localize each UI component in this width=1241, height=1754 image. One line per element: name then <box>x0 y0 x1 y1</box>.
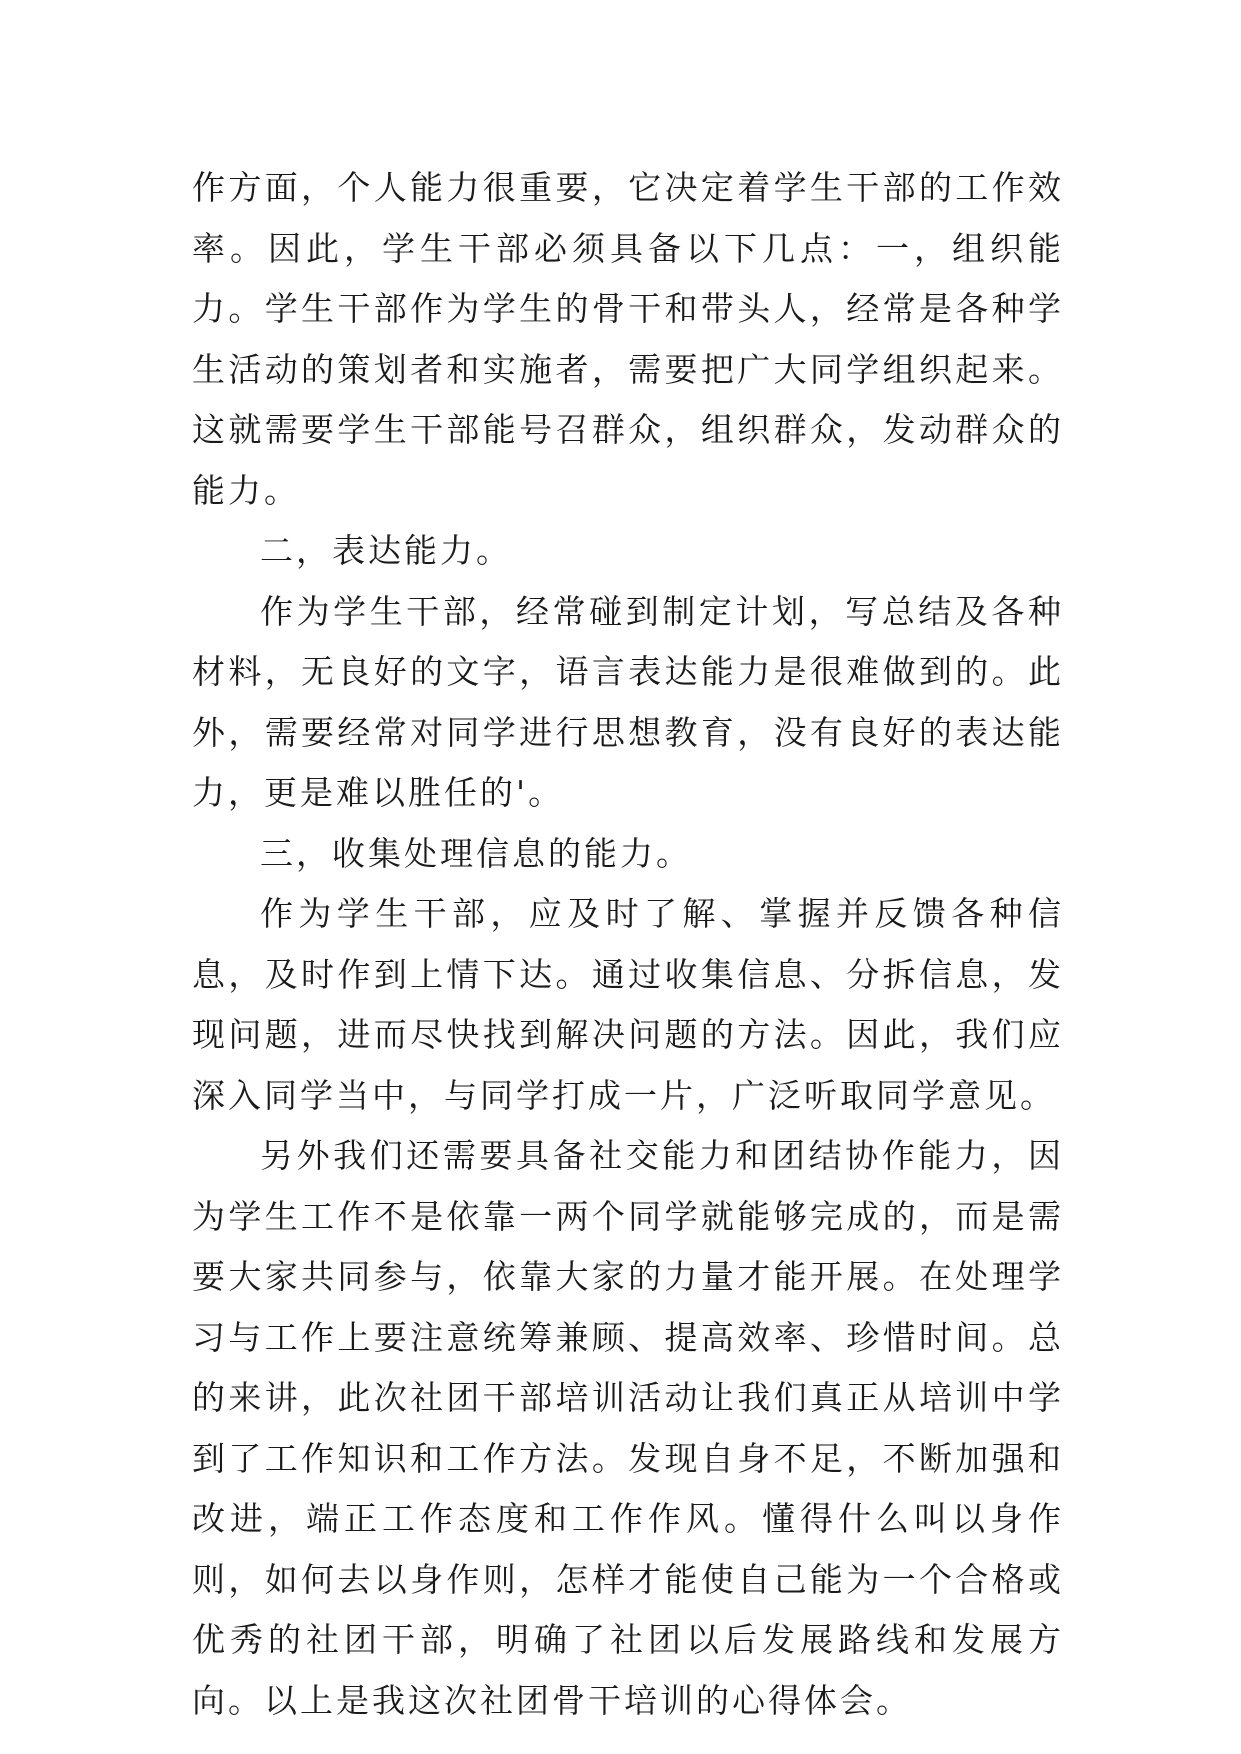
paragraph-expression-ability: 作为学生干部，经常碰到制定计划，写总结及各种材料，无良好的文字，语言表达能力是很难做到的。此外，需要经常对同学进行思想教育，没有良好的表达能力，更是难以胜任的'。 <box>192 591 1064 812</box>
document-body <box>192 158 1064 1731</box>
heading-expression-ability: 二，表达能力。 <box>260 531 512 570</box>
paragraph-personal-ability: 作方面，个人能力很重要，它决定着学生干部的工作效率。因此，学生干部必须具备以下几点：一，组织能力。学生干部作为学生的骨干和带头人，经常是各种学生活动的策划者和实施者，需要把广大同学组织起来。这就需要学生干部能号召群众，组织群众，发动群众的能力。 <box>192 168 1064 510</box>
heading-information-ability: 三，收集处理信息的能力。 <box>260 833 692 873</box>
paragraph-conclusion: 另外我们还需要具备社交能力和团结协作能力，因为学生工作不是依靠一两个同学就能够完成的，而是需要大家共同参与，依靠大家的力量才能开展。在处理学习与工作上要注意统筹兼顾、提高效率、珍惜时间。总的来讲，此次社团干部培训活动让我们真正从培训中学到了工作知识和工作方法。发现自身不足，不断加强和改进，端正工作态度和工作作风。懂得什么叫以身作则，如何去以身作则，怎样才能使自己能为一个合格或优秀的社团干部，明确了社团以后发展路线和发展方向。以上是我这次社团骨干培训的心得体会。 <box>192 1136 1064 1720</box>
paragraph-information-ability: 作为学生干部，应及时了解、掌握并反馈各种信息，及时作到上情下达。通过收集信息、分拆信息，发现问题，进而尽快找到解决问题的方法。因此，我们应深入同学当中，与同学打成一片，广泛听取同学意见。 <box>192 894 1064 1115</box>
